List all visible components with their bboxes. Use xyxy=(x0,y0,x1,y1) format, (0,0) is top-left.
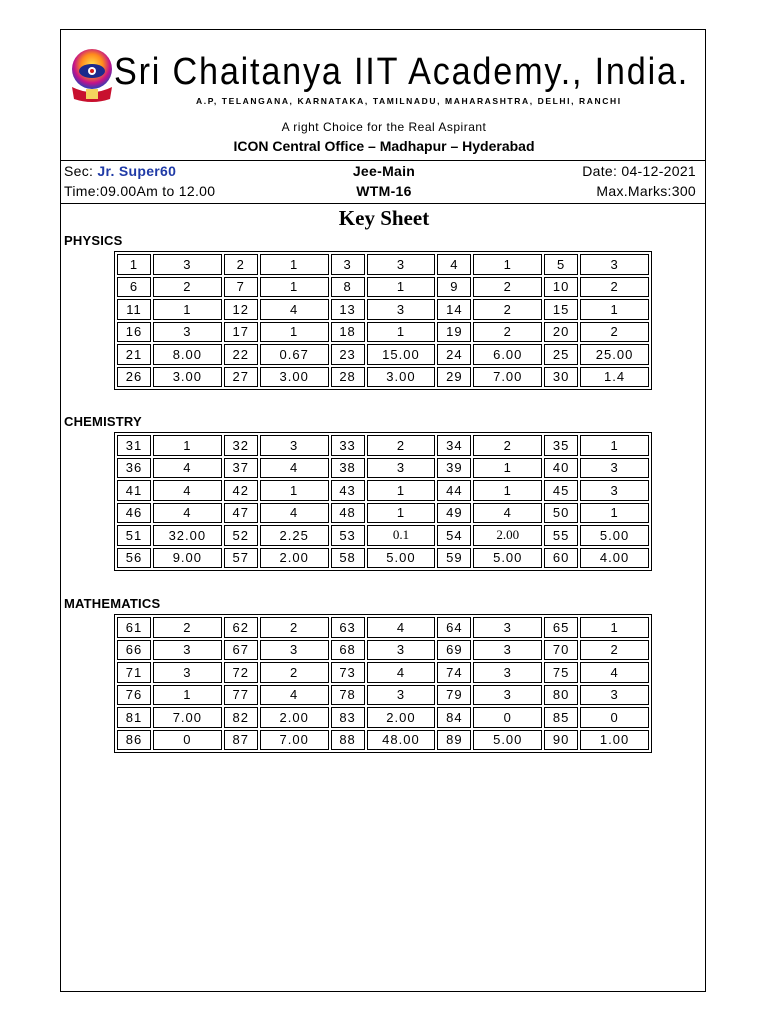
question-number-cell: 71 xyxy=(117,662,151,683)
question-number-cell: 77 xyxy=(224,685,258,706)
table-row xyxy=(117,458,649,479)
answer-cell: 1 xyxy=(153,685,222,706)
answer-cell: 0.1 xyxy=(367,525,436,546)
answer-cell: 2.00 xyxy=(367,707,436,728)
question-number-cell: 29 xyxy=(437,367,471,388)
answer-cell: 2.25 xyxy=(260,525,329,546)
question-number-cell: 5 xyxy=(544,254,578,275)
table-row xyxy=(117,344,649,365)
answer-cell: 3 xyxy=(367,254,436,275)
question-number-cell: 9 xyxy=(437,277,471,298)
question-number-cell: 85 xyxy=(544,707,578,728)
question-number-cell: 74 xyxy=(437,662,471,683)
table-row xyxy=(117,299,649,320)
key-sheet-title: Key Sheet xyxy=(338,206,430,230)
answer-cell: 3 xyxy=(580,254,649,275)
answer-cell: 3 xyxy=(367,458,436,479)
question-number-cell: 11 xyxy=(117,299,151,320)
answer-cell: 7.00 xyxy=(260,730,329,751)
question-number-cell: 1 xyxy=(117,254,151,275)
answer-cell: 1 xyxy=(153,435,222,456)
question-number-cell: 2 xyxy=(224,254,258,275)
answer-cell: 7.00 xyxy=(473,367,542,388)
answer-cell: 0 xyxy=(580,707,649,728)
answer-cell: 2.00 xyxy=(473,525,542,546)
question-number-cell: 76 xyxy=(117,685,151,706)
question-number-cell: 21 xyxy=(117,344,151,365)
question-number-cell: 26 xyxy=(117,367,151,388)
question-number-cell: 43 xyxy=(331,480,365,501)
answer-cell: 1 xyxy=(580,503,649,524)
question-number-cell: 58 xyxy=(331,548,365,569)
question-number-cell: 25 xyxy=(544,344,578,365)
question-number-cell: 54 xyxy=(437,525,471,546)
question-number-cell: 72 xyxy=(224,662,258,683)
question-number-cell: 27 xyxy=(224,367,258,388)
answer-cell: 3.00 xyxy=(153,367,222,388)
section-label: Sec: xyxy=(64,163,98,179)
answer-cell: 4.00 xyxy=(580,548,649,569)
answer-cell: 2 xyxy=(260,662,329,683)
question-number-cell: 83 xyxy=(331,707,365,728)
question-number-cell: 66 xyxy=(117,640,151,661)
answer-cell: 3.00 xyxy=(367,367,436,388)
question-number-cell: 38 xyxy=(331,458,365,479)
question-number-cell: 16 xyxy=(117,322,151,343)
question-number-cell: 59 xyxy=(437,548,471,569)
question-number-cell: 18 xyxy=(331,322,365,343)
table-row xyxy=(117,640,649,661)
physics-key-table xyxy=(114,251,652,390)
question-number-cell: 61 xyxy=(117,617,151,638)
question-number-cell: 39 xyxy=(437,458,471,479)
answer-cell: 1 xyxy=(473,458,542,479)
table-row xyxy=(117,730,649,751)
header-divider-bottom xyxy=(60,203,706,204)
answer-cell: 3 xyxy=(473,617,542,638)
answer-cell: 3 xyxy=(580,480,649,501)
answer-cell: 9.00 xyxy=(153,548,222,569)
answer-cell: 3 xyxy=(473,640,542,661)
table-row xyxy=(117,503,649,524)
table-row xyxy=(117,662,649,683)
question-number-cell: 36 xyxy=(117,458,151,479)
exam-date: Date: 04-12-2021 xyxy=(582,163,696,179)
question-number-cell: 75 xyxy=(544,662,578,683)
answer-cell: 2 xyxy=(153,277,222,298)
question-number-cell: 44 xyxy=(437,480,471,501)
question-number-cell: 41 xyxy=(117,480,151,501)
answer-cell: 1 xyxy=(260,480,329,501)
answer-cell: 2 xyxy=(367,435,436,456)
answer-cell: 48.00 xyxy=(367,730,436,751)
answer-cell: 4 xyxy=(153,480,222,501)
answer-cell: 2 xyxy=(473,322,542,343)
answer-cell: 3 xyxy=(153,640,222,661)
question-number-cell: 12 xyxy=(224,299,258,320)
table-row xyxy=(117,367,649,388)
table-row xyxy=(117,707,649,728)
answer-cell: 1 xyxy=(580,299,649,320)
academy-name: Sri Chaitanya IIT Academy., India. xyxy=(114,51,690,93)
question-number-cell: 32 xyxy=(224,435,258,456)
answer-cell: 3 xyxy=(580,685,649,706)
question-number-cell: 70 xyxy=(544,640,578,661)
question-number-cell: 17 xyxy=(224,322,258,343)
exam-time: Time:09.00Am to 12.00 xyxy=(64,183,216,199)
question-number-cell: 34 xyxy=(437,435,471,456)
question-number-cell: 23 xyxy=(331,344,365,365)
office-address: ICON Central Office – Madhapur – Hyderabad xyxy=(233,138,535,154)
academy-logo-icon xyxy=(68,47,116,107)
subject-heading-chemistry: CHEMISTRY xyxy=(64,414,142,429)
answer-cell: 1 xyxy=(367,480,436,501)
answer-cell: 1 xyxy=(367,277,436,298)
table-row xyxy=(117,685,649,706)
answer-cell: 3 xyxy=(580,458,649,479)
question-number-cell: 88 xyxy=(331,730,365,751)
question-number-cell: 68 xyxy=(331,640,365,661)
test-code: WTM-16 xyxy=(356,183,412,199)
answer-cell: 1.4 xyxy=(580,367,649,388)
answer-cell: 5.00 xyxy=(473,730,542,751)
chemistry-key-table xyxy=(114,432,652,571)
subject-heading-mathematics: MATHEMATICS xyxy=(64,596,161,611)
answer-cell: 3 xyxy=(473,685,542,706)
answer-cell: 4 xyxy=(153,503,222,524)
answer-cell: 1 xyxy=(580,435,649,456)
answer-cell: 1 xyxy=(367,503,436,524)
table-row xyxy=(117,435,649,456)
question-number-cell: 7 xyxy=(224,277,258,298)
answer-cell: 1 xyxy=(260,277,329,298)
answer-cell: 4 xyxy=(473,503,542,524)
answer-cell: 3 xyxy=(473,662,542,683)
question-number-cell: 50 xyxy=(544,503,578,524)
question-number-cell: 87 xyxy=(224,730,258,751)
question-number-cell: 13 xyxy=(331,299,365,320)
question-number-cell: 82 xyxy=(224,707,258,728)
answer-cell: 1.00 xyxy=(580,730,649,751)
answer-cell: 1 xyxy=(260,322,329,343)
answer-cell: 2 xyxy=(580,277,649,298)
question-number-cell: 80 xyxy=(544,685,578,706)
question-number-cell: 79 xyxy=(437,685,471,706)
question-number-cell: 64 xyxy=(437,617,471,638)
question-number-cell: 60 xyxy=(544,548,578,569)
question-number-cell: 20 xyxy=(544,322,578,343)
subject-heading-physics: PHYSICS xyxy=(64,233,123,248)
question-number-cell: 19 xyxy=(437,322,471,343)
question-number-cell: 31 xyxy=(117,435,151,456)
answer-cell: 1 xyxy=(580,617,649,638)
question-number-cell: 81 xyxy=(117,707,151,728)
question-number-cell: 46 xyxy=(117,503,151,524)
question-number-cell: 57 xyxy=(224,548,258,569)
question-number-cell: 55 xyxy=(544,525,578,546)
question-number-cell: 62 xyxy=(224,617,258,638)
answer-cell: 1 xyxy=(473,254,542,275)
answer-cell: 2 xyxy=(580,322,649,343)
answer-cell: 3.00 xyxy=(260,367,329,388)
question-number-cell: 35 xyxy=(544,435,578,456)
question-number-cell: 37 xyxy=(224,458,258,479)
answer-cell: 2 xyxy=(473,299,542,320)
question-number-cell: 8 xyxy=(331,277,365,298)
answer-cell: 3 xyxy=(153,322,222,343)
answer-cell: 3 xyxy=(153,254,222,275)
answer-cell: 5.00 xyxy=(580,525,649,546)
question-number-cell: 86 xyxy=(117,730,151,751)
question-number-cell: 51 xyxy=(117,525,151,546)
table-row xyxy=(117,322,649,343)
answer-cell: 5.00 xyxy=(473,548,542,569)
question-number-cell: 90 xyxy=(544,730,578,751)
answer-cell: 1 xyxy=(153,299,222,320)
answer-cell: 3 xyxy=(367,299,436,320)
question-number-cell: 65 xyxy=(544,617,578,638)
answer-cell: 3 xyxy=(367,685,436,706)
answer-cell: 15.00 xyxy=(367,344,436,365)
table-row xyxy=(117,548,649,569)
answer-cell: 4 xyxy=(367,617,436,638)
answer-cell: 1 xyxy=(367,322,436,343)
question-number-cell: 4 xyxy=(437,254,471,275)
question-number-cell: 6 xyxy=(117,277,151,298)
question-number-cell: 10 xyxy=(544,277,578,298)
question-number-cell: 89 xyxy=(437,730,471,751)
question-number-cell: 45 xyxy=(544,480,578,501)
answer-cell: 4 xyxy=(153,458,222,479)
answer-cell: 25.00 xyxy=(580,344,649,365)
section-value: Jr. Super60 xyxy=(97,163,177,179)
question-number-cell: 63 xyxy=(331,617,365,638)
question-number-cell: 67 xyxy=(224,640,258,661)
header-divider-top xyxy=(60,160,706,161)
table-row xyxy=(117,277,649,298)
answer-cell: 4 xyxy=(367,662,436,683)
states-list: A.P, TELANGANA, KARNATAKA, TAMILNADU, MAHARASHTRA, DELHI, RANCHI xyxy=(196,96,622,106)
table-row xyxy=(117,480,649,501)
question-number-cell: 40 xyxy=(544,458,578,479)
question-number-cell: 30 xyxy=(544,367,578,388)
question-number-cell: 84 xyxy=(437,707,471,728)
answer-cell: 7.00 xyxy=(153,707,222,728)
question-number-cell: 69 xyxy=(437,640,471,661)
answer-cell: 2 xyxy=(473,277,542,298)
answer-cell: 2 xyxy=(260,617,329,638)
answer-cell: 8.00 xyxy=(153,344,222,365)
answer-cell: 1 xyxy=(260,254,329,275)
question-number-cell: 28 xyxy=(331,367,365,388)
answer-cell: 4 xyxy=(580,662,649,683)
answer-cell: 5.00 xyxy=(367,548,436,569)
question-number-cell: 56 xyxy=(117,548,151,569)
question-number-cell: 78 xyxy=(331,685,365,706)
question-number-cell: 3 xyxy=(331,254,365,275)
answer-cell: 2 xyxy=(580,640,649,661)
answer-cell: 3 xyxy=(367,640,436,661)
answer-cell: 4 xyxy=(260,299,329,320)
question-number-cell: 53 xyxy=(331,525,365,546)
answer-cell: 3 xyxy=(260,435,329,456)
answer-cell: 6.00 xyxy=(473,344,542,365)
question-number-cell: 49 xyxy=(437,503,471,524)
question-number-cell: 48 xyxy=(331,503,365,524)
question-number-cell: 33 xyxy=(331,435,365,456)
answer-cell: 4 xyxy=(260,458,329,479)
question-number-cell: 73 xyxy=(331,662,365,683)
answer-cell: 0.67 xyxy=(260,344,329,365)
answer-cell: 3 xyxy=(153,662,222,683)
mathematics-key-table xyxy=(114,614,652,753)
answer-cell: 3 xyxy=(260,640,329,661)
max-marks: Max.Marks:300 xyxy=(596,183,696,199)
answer-cell: 4 xyxy=(260,503,329,524)
question-number-cell: 22 xyxy=(224,344,258,365)
question-number-cell: 42 xyxy=(224,480,258,501)
answer-cell: 0 xyxy=(153,730,222,751)
answer-cell: 1 xyxy=(473,480,542,501)
question-number-cell: 24 xyxy=(437,344,471,365)
answer-cell: 32.00 xyxy=(153,525,222,546)
answer-cell: 2.00 xyxy=(260,707,329,728)
answer-cell: 2 xyxy=(473,435,542,456)
table-row xyxy=(117,525,649,546)
question-number-cell: 14 xyxy=(437,299,471,320)
answer-cell: 2.00 xyxy=(260,548,329,569)
exam-name: Jee-Main xyxy=(352,163,416,179)
answer-cell: 0 xyxy=(473,707,542,728)
question-number-cell: 52 xyxy=(224,525,258,546)
answer-cell: 2 xyxy=(153,617,222,638)
table-row xyxy=(117,254,649,275)
tagline: A right Choice for the Real Aspirant xyxy=(281,120,487,134)
answer-cell: 4 xyxy=(260,685,329,706)
table-row xyxy=(117,617,649,638)
question-number-cell: 15 xyxy=(544,299,578,320)
question-number-cell: 47 xyxy=(224,503,258,524)
